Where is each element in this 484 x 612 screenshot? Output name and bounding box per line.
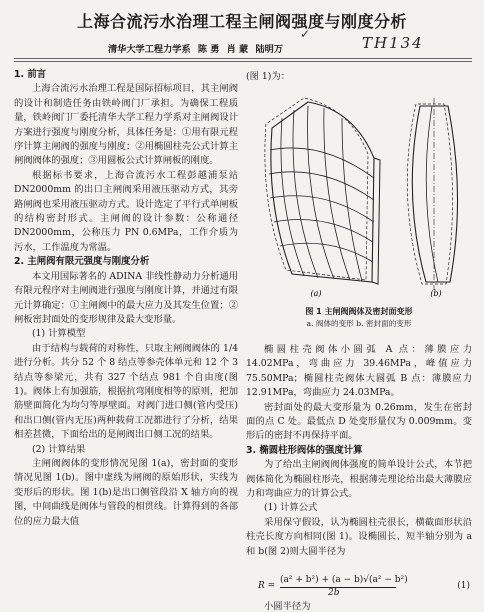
figure-lead-in: (图 1)为： xyxy=(246,71,291,82)
body-paragraph: 根据标书要求，上海合流污水工程彭越浦泵站 DN2000mm 的出口主闸阀采用液压驱动方式，其旁路闸阀也采用液压驱动方式。设计选定了平行式单闸板的结构密封形式。主闸阀的设计参数：公称通径 DN2000mm，公称压力 PN 0.6MPa，工作介质为污水，工作温度为常温。 xyxy=(14,169,238,253)
section-heading: 1. 前言 xyxy=(14,69,47,80)
figure-subcaption: a. 阀体的变形 b. 密封面的变形 xyxy=(306,319,412,328)
paragraph-line: 小圆半径为 xyxy=(264,601,311,612)
body-paragraph: 由于结构与载荷的对称性，只取主闸阀阀体的 1/4 进行分析。共分 52 个 8 结点等参壳体单元和 12 个 3 结点等参梁元，共有 327 个结点 981 个自由度(图 1)。阀体上有加强筋，根据抗弯刚度相等的原则，把加筋壁面简化为均匀等厚壁面。对阀门进口侧(管内受压)和出口侧(管内无压)两种载荷工况都进行了分析，结果相差甚微，下面给出的是闸阀出口侧工况的结果。 xyxy=(14,342,238,441)
author-name: 肖 蒙 xyxy=(226,44,249,55)
subsection-heading: (1) 计算公式 xyxy=(264,502,318,514)
mesh-line xyxy=(293,110,318,278)
equation-1 xyxy=(258,576,472,598)
figure-1-drawing xyxy=(246,84,472,302)
deformed-body-outline xyxy=(271,102,374,282)
seal-original-dashed xyxy=(407,104,452,284)
affiliation: 清华大学工程力学系 xyxy=(108,44,191,55)
author-name: 陆明万 xyxy=(255,44,284,55)
body-paragraph: 密封面处的最大变形量为 0.26mm，发生在密封面的点 C 处。最低点 D 处变形量仅为 0.009mm。变形后的密封不再保持平面。 xyxy=(246,401,472,442)
body-paragraph: 椭圆柱壳阀体小圆弧 A 点：薄膜应力 14.02MPa，弯曲应力 39.46MPa，峰值应力 75.50MPa；椭圆柱壳阀体大圆弧 B 点：薄膜应力 12.91MPa，弯曲应力 24.03MPa。 xyxy=(246,344,472,399)
handwritten-catalog-number: TH134 xyxy=(362,34,424,52)
check-mark-annotation: ✓ xyxy=(300,27,311,41)
left-column xyxy=(14,68,238,529)
subsection-heading: (2) 计算结果 xyxy=(32,443,86,455)
author-line xyxy=(108,41,287,55)
mesh-line xyxy=(274,220,373,243)
figure-label-a: (a) xyxy=(310,289,322,298)
right-column xyxy=(246,343,472,559)
mesh-line xyxy=(342,118,362,281)
subsection-heading: (1) 计算模型 xyxy=(32,328,86,340)
seal-center-curve xyxy=(426,106,438,282)
header-rule xyxy=(14,58,472,59)
section-heading: 3. 椭圆柱形阀体的强度计算 xyxy=(246,444,363,456)
mesh-line xyxy=(270,148,374,178)
header-rule xyxy=(14,61,472,62)
seal-deformed-outline xyxy=(412,106,457,282)
figure-label-b: (b) xyxy=(430,289,442,298)
equation-number: (1) xyxy=(457,581,470,591)
body-paragraph: 主闸阀阀体的变形情况见图 1(a)，密封面的变形情况见图 1(b)。图中虚线为闸阀的原始形状，实线为变形后的形状。图 1(b)是出口侧管段沿 X 轴方向的视图，中间曲线是阀体与管段的相贯线。计算得到的各部位的应力最大值 xyxy=(14,457,238,527)
equation-lhs: R = xyxy=(258,581,276,591)
body-paragraph: 采用保守假设，认为椭圆柱壳很长，横截面形状沿柱壳长度方向相同(图 1)。设椭圆长、短半轴分别为 a 和 b(图 2)则大圆半径为 xyxy=(246,516,472,557)
body-paragraph: 本文用国际著名的 ADINA 非线性静动力分析通用有限元程序对主闸阀进行强度与刚度计算，并通过有限元计算确定：①主闸阀中的最大应力及其发生位置；②闸板密封面处的变形规律及最大变形量。 xyxy=(14,270,238,325)
body-paragraph: 为了给出主闸阀阀体强度的简单设计公式，本节把阀体简化为椭圆柱形壳，根据薄壳理论给出最大薄膜应力和弯曲应力的计算公式。 xyxy=(246,459,472,500)
section-heading: 2. 主闸阀有限元强度与刚度分析 xyxy=(14,256,150,268)
equation-numerator: (a² + b²) + (a − b)√(a² − b²) xyxy=(280,575,408,585)
mesh-line xyxy=(308,106,334,279)
figure-caption: 图 1 主闸阀阀体及密封面变形 xyxy=(305,307,413,316)
body-paragraph: 上海合流污水治理工程是国际招标项目，其主闸阀的设计和制造任务由铁岭阀门厂承担。为确保工程质量，铁岭阀门厂委托清华大学工程力学系对主闸阀设计方案进行强度与刚度分析，具体任务是：①用有限元程序计算主闸阀的强度与刚度；②用椭圆柱壳公式计算主闸阀阀体的强度；③用圆板公式计算闸板的刚度。 xyxy=(14,83,238,167)
author-name: 陈 勇 xyxy=(197,44,220,55)
equation-denominator: 2b xyxy=(328,588,340,598)
paper-title: 上海合流污水治理工程主闸阀强度与刚度分析 xyxy=(76,12,407,31)
